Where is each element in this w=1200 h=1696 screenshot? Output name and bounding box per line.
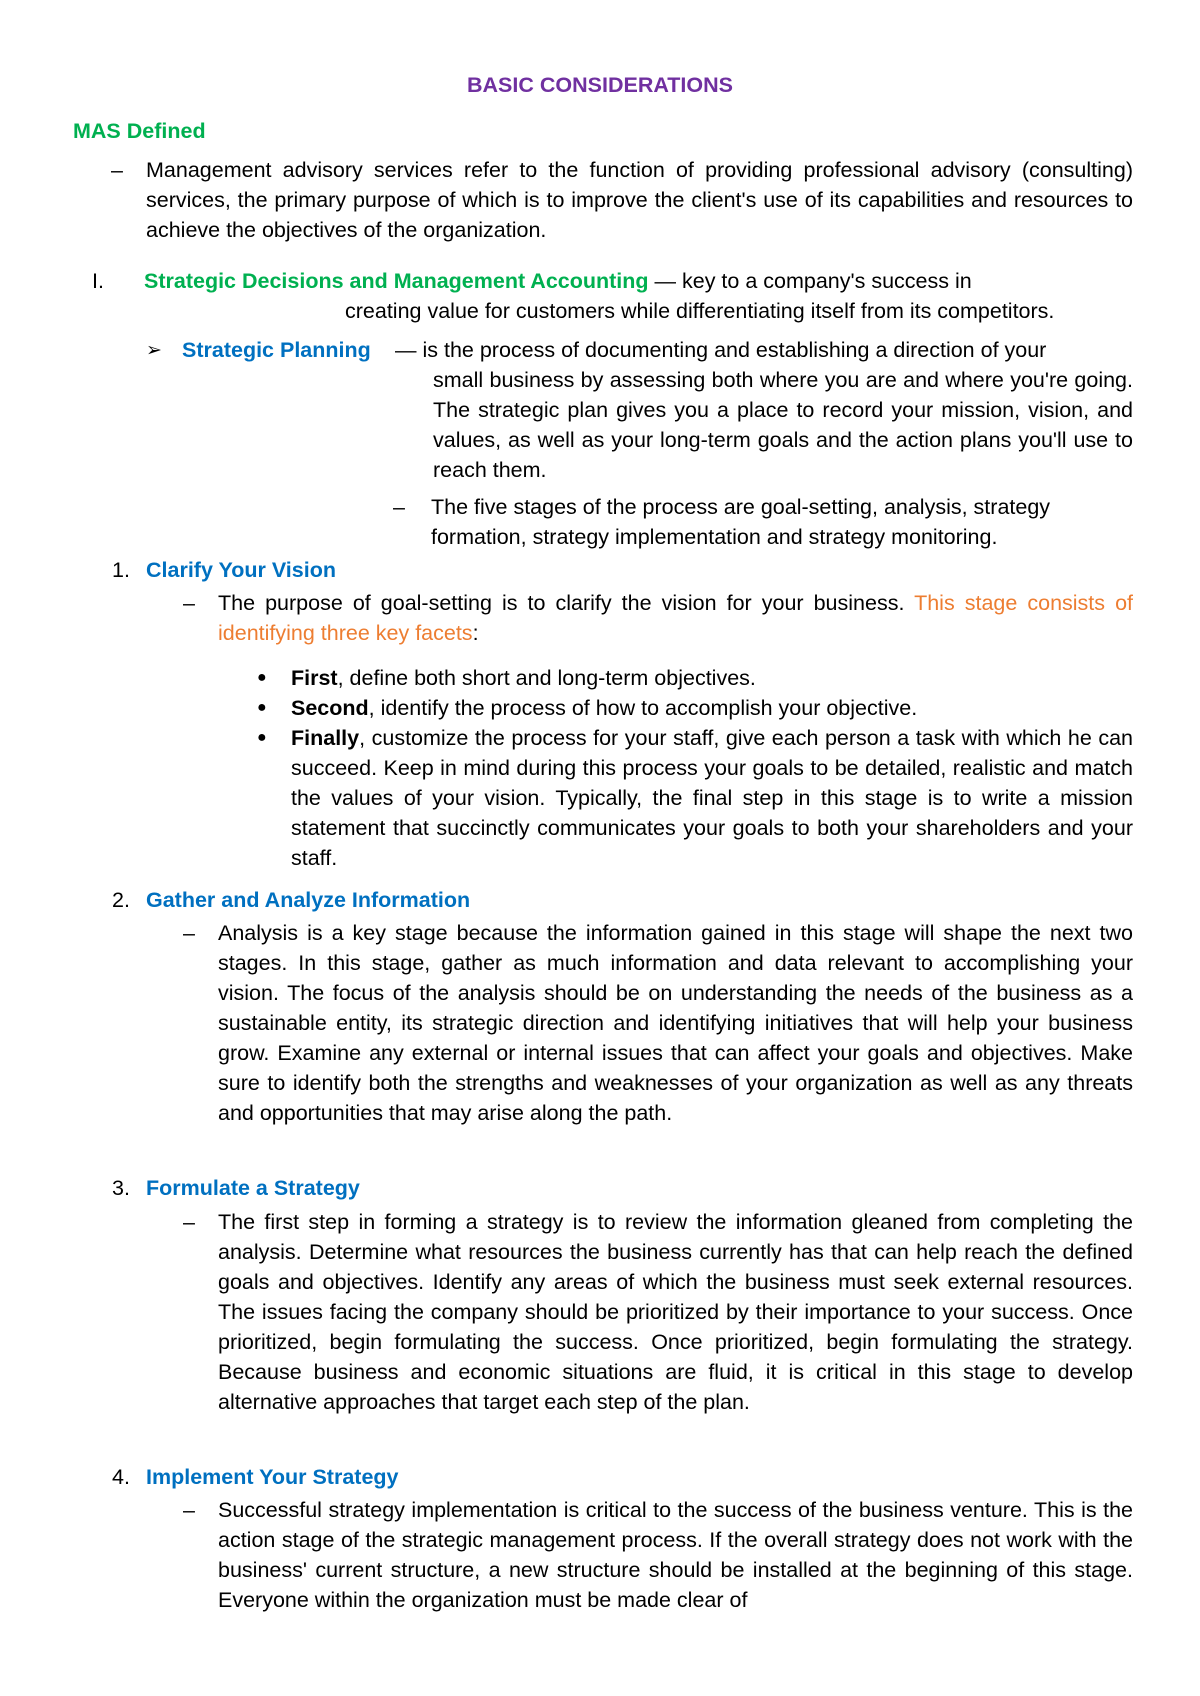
step-heading: Implement Your Strategy bbox=[146, 1465, 399, 1489]
step-text: Analysis is a key stage because the information gained in this stage will shape the next two stages. In this stage, gather as much information and data relevant to accomplishing your vision. The focus of the analysis should be on understanding the needs of the business as a sustainable entity, its strategic direction and identifying initiatives that will help your business grow. Examine any external or internal issues that can affect your goals and objectives. Make sure to identify both the strengths and weaknesses of your organization as well as any threats and opportunities that may arise along the path. bbox=[218, 921, 1133, 1125]
step-heading: Formulate a Strategy bbox=[146, 1176, 360, 1200]
bullet-item bbox=[291, 693, 1133, 723]
step-number: 1. bbox=[112, 558, 130, 582]
bullet-dot-icon: ● bbox=[257, 669, 267, 686]
step-text: The first step in forming a strategy is to review the information gleaned from completing the analysis. Determine what resources the business currently has that can help reach the defined goals and objectives. Identify any areas of which the business must seek external resources. The issues facing the company should be prioritized by their importance to your success. Once prioritized, begin formulating the success. Once prioritized, begin formulating the strategy. Because business and economic situations are fluid, it is critical in this stage to develop alternative approaches that target each step of the plan. bbox=[218, 1210, 1133, 1414]
step-number: 4. bbox=[112, 1465, 130, 1489]
mas-defined-heading: MAS Defined bbox=[73, 119, 206, 143]
step-number: 3. bbox=[112, 1176, 130, 1200]
dash-bullet: – bbox=[393, 495, 405, 519]
section-numeral: I. bbox=[92, 269, 104, 293]
dash-bullet: – bbox=[183, 591, 195, 615]
dash-bullet: – bbox=[111, 158, 123, 182]
strategic-planning-lead: — is the process of documenting and establishing a direction of your bbox=[395, 338, 1047, 362]
step-text: Successful strategy implementation is critical to the success of the business venture. This is the action stage of the strategic management process. If the overall strategy does not work with the business' current structure, a new structure should be installed at the beginning of this stage. Everyone within the organization must be made clear of bbox=[218, 1498, 1133, 1612]
bullet-dot-icon: ● bbox=[257, 699, 267, 716]
bullet-text: , define both short and long-term objectives. bbox=[337, 666, 756, 690]
dash-bullet: – bbox=[183, 1210, 195, 1234]
section-heading: Strategic Decisions and Management Accounting bbox=[144, 269, 649, 293]
bullet-bold-lead: Second bbox=[291, 696, 369, 720]
section-heading-line bbox=[144, 266, 1144, 296]
step-text-suffix: : bbox=[472, 621, 479, 645]
bullet-item bbox=[291, 663, 1133, 693]
strategic-planning-body: small business by assessing both where you are and where you're going. The strategic plan gives you a place to record your mission, vision, and values, as well as your long-term goals and the action plans you'll use to reach them. bbox=[433, 368, 1133, 482]
dash-bullet: – bbox=[183, 1498, 195, 1522]
step-text-highlight: This stage consists of identifying three key facets bbox=[218, 591, 1133, 645]
step-heading: Clarify Your Vision bbox=[146, 558, 336, 582]
bullet-dot-icon: ● bbox=[257, 729, 267, 746]
bullet-text: , customize the process for your staff, give each person a task with which he can succeed. Keep in mind during this process your goals to be detailed, realistic and match the values of your vision. Typically, the final step in this stage is to write a mission statement that succinctly communicates your goals to both your shareholders and your staff. bbox=[291, 726, 1133, 870]
step-text bbox=[218, 588, 1133, 648]
page-title: BASIC CONSIDERATIONS bbox=[467, 73, 733, 97]
step-text-main: The purpose of goal-setting is to clarify the vision for your business. bbox=[218, 591, 915, 615]
arrow-bullet-icon: ➢ bbox=[146, 340, 162, 361]
bullet-text: , identify the process of how to accomplish your objective. bbox=[368, 696, 918, 720]
bullet-item bbox=[291, 723, 1133, 873]
strategic-planning-heading: Strategic Planning bbox=[182, 338, 371, 362]
strategic-planning-note: The five stages of the process are goal-setting, analysis, strategy formation, strategy implementation and strategy monitoring. bbox=[431, 495, 1051, 549]
section-text-line1: — key to a company's success in bbox=[648, 269, 972, 293]
step-heading: Gather and Analyze Information bbox=[146, 888, 471, 912]
bullet-bold-lead: First bbox=[291, 666, 338, 690]
mas-definition-text: Management advisory services refer to the function of providing professional advisory (consulting) services, the primary purpose of which is to improve the client's use of its capabilities and resources to achieve the objectives of the organization. bbox=[146, 158, 1133, 242]
bullet-bold-lead: Finally bbox=[291, 726, 360, 750]
step-number: 2. bbox=[112, 888, 130, 912]
dash-bullet: – bbox=[183, 921, 195, 945]
section-text-line2: creating value for customers while differentiating itself from its competitors. bbox=[345, 299, 1055, 323]
